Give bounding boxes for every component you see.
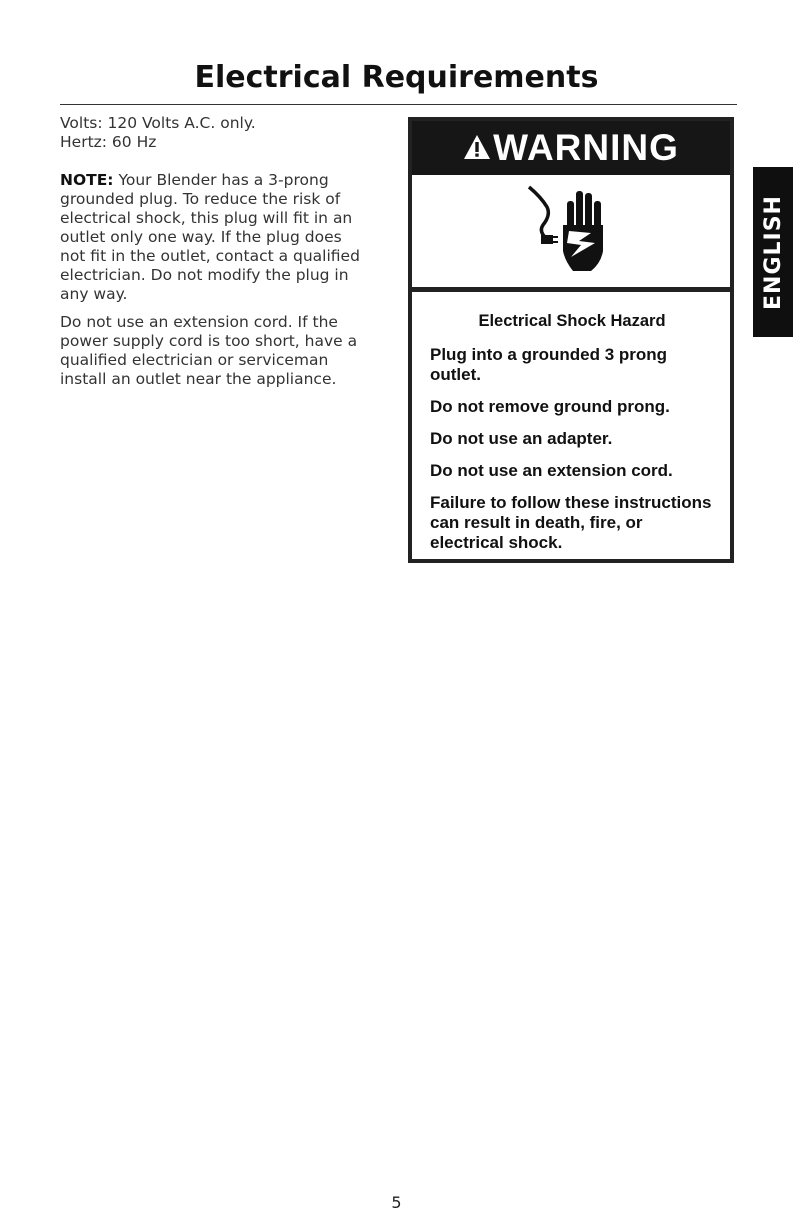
note-text: Your Blender has a 3-prong grounded plug. To reduce the risk of electrical shock, this plug will fit in an outlet only one way. If the plug does not fit in the outlet, contact a qualified electrician. Do not modify the plug in any way. [60, 171, 360, 303]
warning-body [412, 292, 730, 553]
warning-line-ground-prong: Do not remove ground prong. [430, 397, 670, 416]
warning-header [412, 121, 730, 175]
warning-line-grounded-outlet: Plug into a grounded 3 prong outlet. [430, 345, 668, 384]
hazard-title: Electrical Shock Hazard [478, 312, 666, 330]
electrical-specs-column [60, 114, 360, 408]
specs-block [60, 114, 360, 152]
warning-line-consequences: Failure to follow these instructions can result in death, fire, or electrical shock. [430, 493, 712, 552]
title-divider [60, 104, 737, 105]
language-tab-label: ENGLISH [760, 194, 786, 310]
page-number: 5 [391, 1193, 402, 1212]
alert-triangle-icon [463, 127, 491, 169]
warning-label: WARNING [493, 127, 679, 168]
warning-line-extension-cord: Do not use an extension cord. [430, 461, 673, 480]
page-title: Electrical Requirements [194, 60, 599, 95]
electrical-shock-hand-icon [511, 181, 631, 281]
extension-cord-paragraph: Do not use an extension cord. If the power supply cord is too short, have a qualified electrician or serviceman install an outlet near the appliance. [60, 313, 358, 388]
note-label: NOTE: [60, 171, 114, 189]
hertz-text: Hertz: 60 Hz [60, 133, 157, 151]
warning-box [408, 117, 734, 563]
warning-line-adapter: Do not use an adapter. [430, 429, 613, 448]
volts-text: Volts: 120 Volts A.C. only. [60, 114, 256, 132]
note-paragraph [60, 171, 360, 304]
language-tab [753, 167, 793, 337]
shock-pictogram [412, 175, 730, 292]
